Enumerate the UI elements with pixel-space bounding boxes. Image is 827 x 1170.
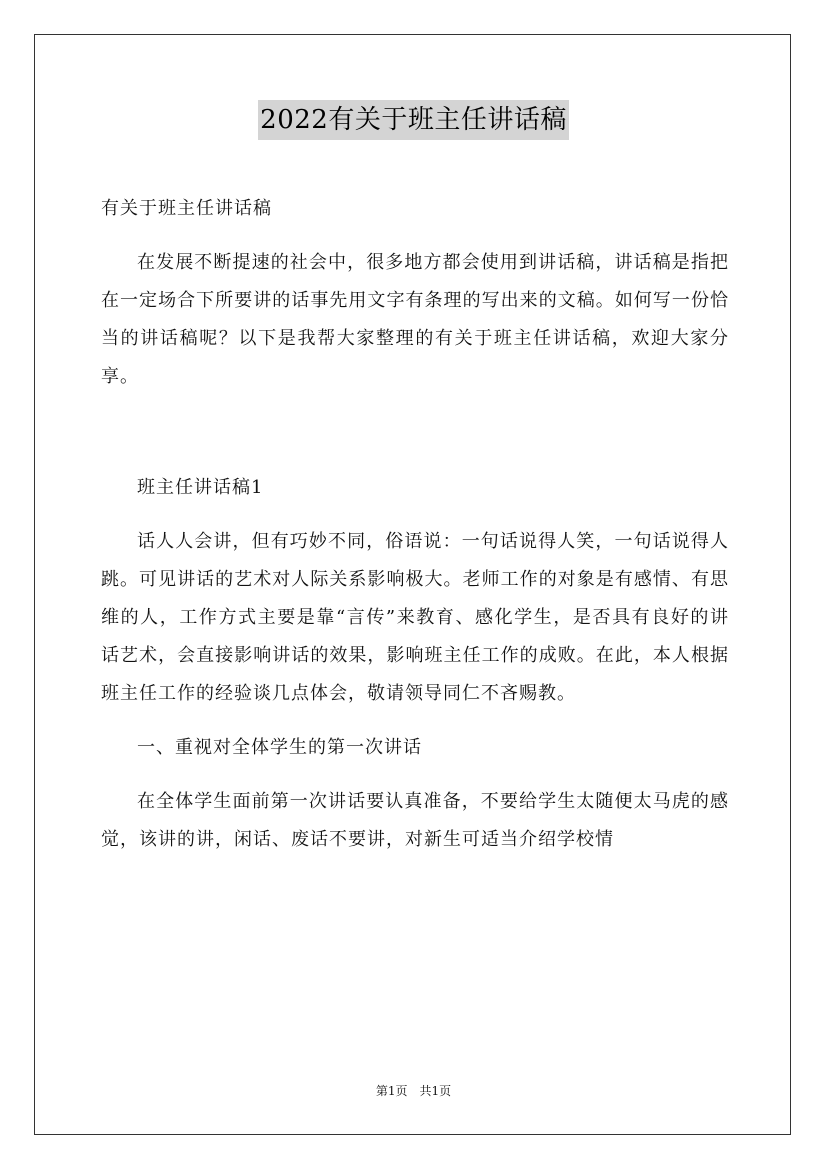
document-subtitle: 有关于班主任讲话稿	[101, 198, 272, 219]
page-footer	[0, 1083, 827, 1099]
body-paragraph: 在全体学生面前第一次讲话要认真准备，不要给学生太随便太马虎的感觉，该讲的讲，闲话、废话不要讲，对新生可适当介绍学校情	[101, 791, 729, 850]
page-number-total: 共1页	[419, 1084, 452, 1098]
section-heading: 班主任讲话稿1	[137, 477, 264, 498]
section-gap	[101, 396, 729, 469]
body-paragraph: 话人人会讲，但有巧妙不同，俗语说：一句话说得人笑，一句话说得人跳。可见讲话的艺术对人际关系影响极大。老师工作的对象是有感情、有思维的人，工作方式主要是靠“言传”来教育、感化学生，是否具有良好的讲话艺术，会直接影响讲话的效果，影响班主任工作的成败。在此，本人根据班主任工作的经验谈几点体会，敬请领导同仁不吝赐教。	[101, 531, 729, 704]
page-number-current: 第1页	[375, 1084, 408, 1098]
title-container	[0, 100, 827, 140]
document-title: 2022有关于班主任讲话稿	[258, 100, 569, 140]
point-heading: 一、重视对全体学生的第一次讲话	[137, 737, 422, 758]
document-body	[101, 174, 729, 859]
intro-paragraph: 在发展不断提速的社会中，很多地方都会使用到讲话稿，讲话稿是指把在一定场合下所要讲的话事先用文字有条理的写出来的文稿。如何写一份恰当的讲话稿呢？以下是我帮大家整理的有关于班主任讲话稿，欢迎大家分享。	[101, 252, 729, 387]
